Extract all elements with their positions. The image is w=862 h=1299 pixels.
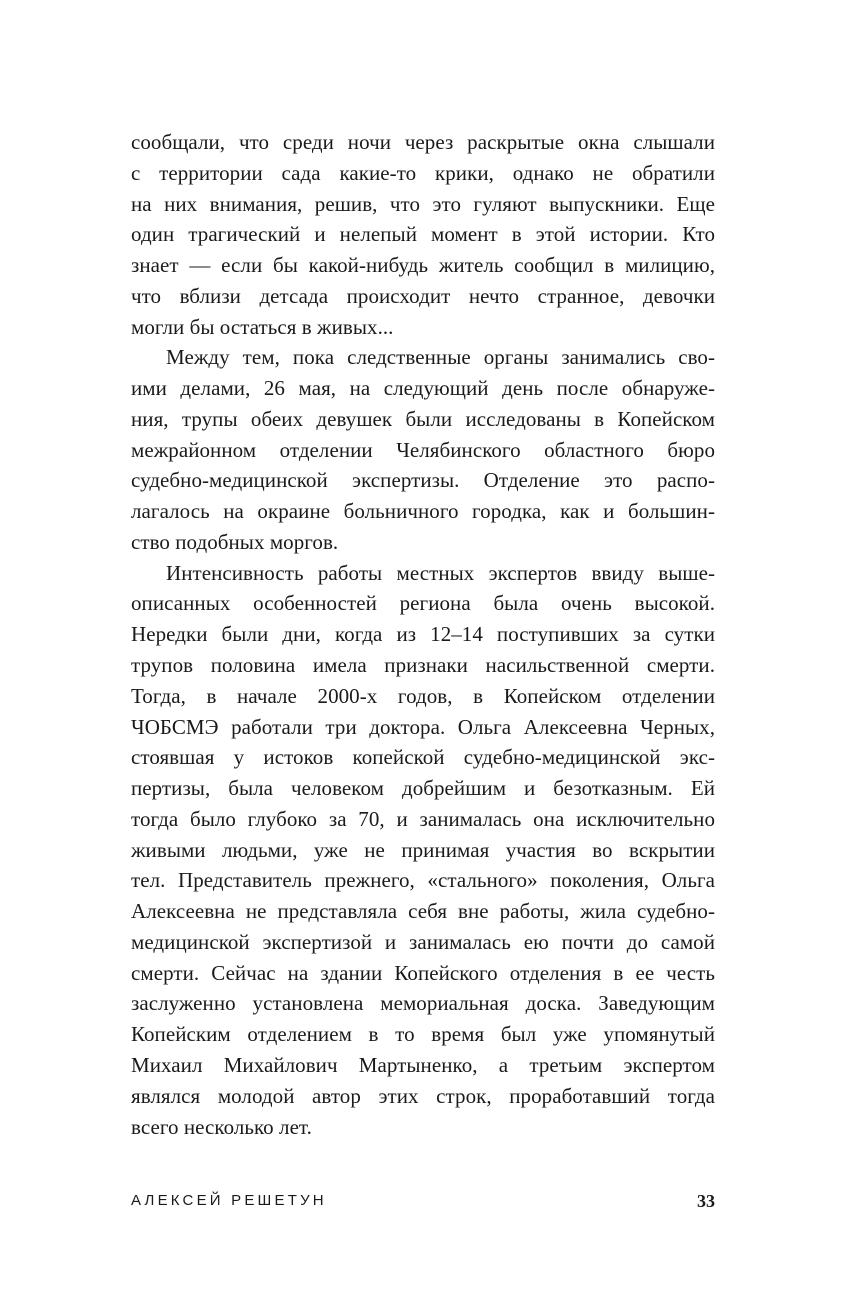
text-line: могли бы остаться в живых... — [131, 314, 394, 339]
text-line: смерти. Сейчас на здании Копейского отделения в ее честь — [131, 960, 715, 985]
text-line: Михаил Михайлович Мартыненко, а третьим экспертом — [131, 1052, 715, 1077]
text-line: с территории сада какие-то крики, однако не обратили — [131, 160, 715, 185]
text-line: ЧОБСМЭ работали три доктора. Ольга Алексеевна Черных, — [131, 714, 715, 739]
page-number: 33 — [697, 1191, 715, 1211]
text-line: что вблизи детсада происходит нечто странное, девочки — [131, 283, 715, 308]
text-line: Алексеевна не представляла себя вне работы, жила судебно- — [131, 899, 715, 924]
body-text — [131, 127, 715, 1142]
text-line: на них внимания, решив, что это гуляют выпускники. Еще — [131, 191, 715, 216]
text-line: Нередки были дни, когда из 12–14 поступивших за сутки — [131, 622, 715, 647]
text-line: живыми людьми, уже не принимая участия во вскрытии — [131, 837, 715, 862]
text-line: заслуженно установлена мемориальная доска. Заведующим — [131, 991, 715, 1016]
text-line: Интенсивность работы местных экспертов ввиду выше- — [166, 560, 715, 585]
paragraph — [131, 558, 715, 1143]
text-line: лагалось на окраине больничного городка, как и большин- — [131, 499, 715, 524]
text-line: межрайонном отделении Челябинского областного бюро — [131, 437, 715, 462]
page-footer — [131, 1186, 715, 1216]
text-line: тогда было глубоко за 70, и занималась она исключительно — [131, 806, 715, 831]
text-line: трупов половина имела признаки насильственной смерти. — [131, 653, 715, 678]
text-line: ния, трупы обеих девушек были исследованы в Копейском — [131, 406, 715, 431]
text-line: знает — если бы какой-нибудь житель сообщил в милицию, — [131, 253, 715, 278]
paragraph — [131, 342, 715, 557]
text-line: являлся молодой автор этих строк, проработавший тогда — [131, 1083, 715, 1108]
text-line: Между тем, пока следственные органы занимались сво- — [166, 345, 715, 370]
running-footer-author: АЛЕКСЕЙ РЕШЕТУН — [131, 1192, 327, 1209]
text-line: тел. Представитель прежнего, «стального» поколения, Ольга — [131, 868, 715, 893]
text-line: ство подобных моргов. — [131, 529, 339, 554]
text-line: медицинской экспертизой и занималась ею почти до самой — [131, 929, 715, 954]
text-line: один трагический и нелепый момент в этой истории. Кто — [131, 222, 715, 247]
text-line: судебно-медицинской экспертизы. Отделение это распо- — [131, 468, 715, 493]
text-line: пертизы, была человеком добрейшим и безотказным. Ей — [131, 776, 715, 801]
text-line: стоявшая у истоков копейской судебно-медицинской экс- — [131, 745, 715, 770]
text-line: всего несколько лет. — [131, 1114, 312, 1139]
text-line: сообщали, что среди ночи через раскрытые окна слышали — [131, 130, 715, 154]
paragraph — [131, 127, 715, 342]
text-line: Тогда, в начале 2000-х годов, в Копейском отделении — [131, 683, 715, 708]
text-line: ими делами, 26 мая, на следующий день после обнаруже- — [131, 376, 715, 401]
text-line: описанных особенностей региона была очень высокой. — [131, 591, 715, 616]
text-line: Копейским отделением в то время был уже упомянутый — [131, 1022, 715, 1047]
